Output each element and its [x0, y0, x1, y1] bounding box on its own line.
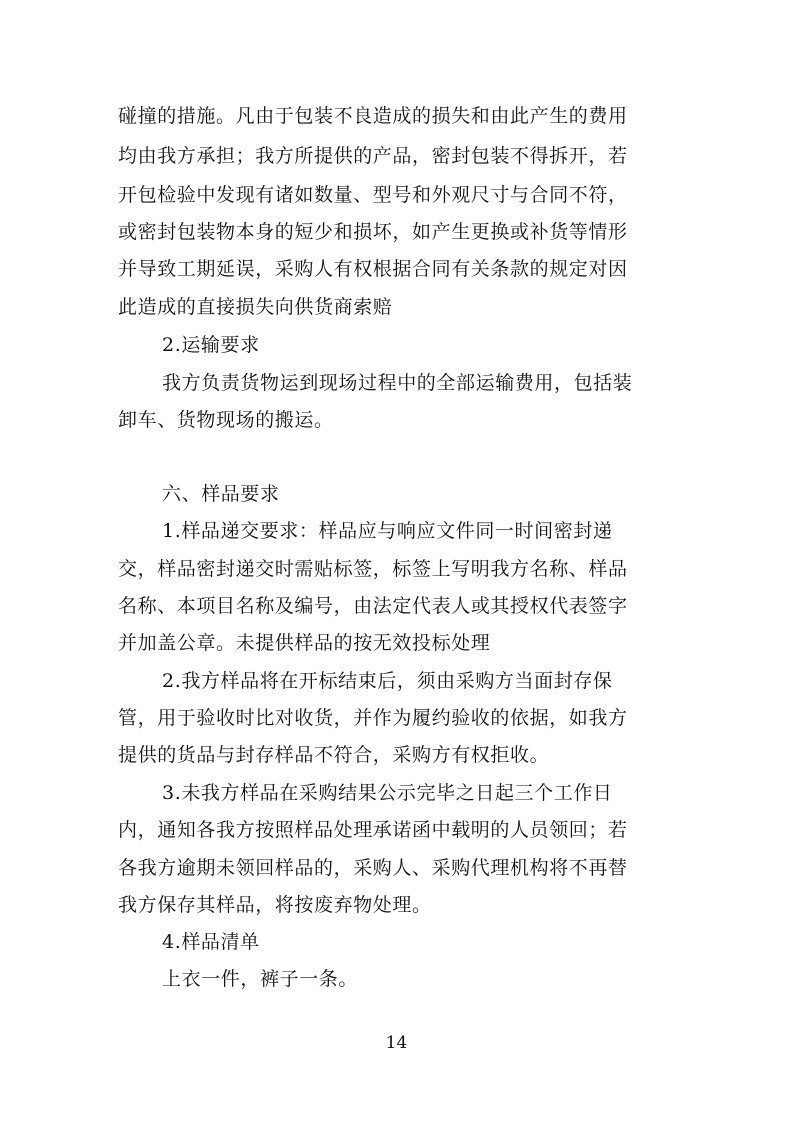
body-text-line: 交，样品密封递交时需贴标签，标签上写明我方名称、样品	[118, 558, 628, 580]
body-text-line: 2.我方样品将在开标结束后，须由采购方当面封存保	[162, 670, 613, 692]
body-text-line: 均由我方承担；我方所提供的产品，密封包装不得拆开，若	[118, 145, 628, 167]
body-text-line: 碰撞的措施。凡由于包装不良造成的损失和由此产生的费用	[118, 105, 628, 127]
section-heading-sample-requirements: 六、样品要求	[162, 483, 280, 505]
body-text-line: 此造成的直接损失向供货商索赔	[118, 296, 393, 318]
body-text-line: 我方负责货物运到现场过程中的全部运输费用，包括装	[162, 372, 633, 394]
body-text-line: 提供的货品与封存样品不符合，采购方有权拒收。	[118, 744, 550, 766]
body-text-line: 名称、本项目名称及编号，由法定代表人或其授权代表签字	[118, 595, 628, 617]
body-text-line: 1.样品递交要求：样品应与响应文件同一时间密封递	[162, 520, 613, 542]
body-text-line: 并加盖公章。未提供样品的按无效投标处理	[118, 632, 491, 654]
body-text-line: 管，用于验收时比对收货，并作为履约验收的依据，如我方	[118, 707, 628, 729]
subsection-heading-sample-list: 4.样品清单	[162, 931, 260, 953]
body-text-line: 内，通知各我方按照样品处理承诺函中载明的人员领回；若	[118, 819, 628, 841]
body-text-line: 我方保存其样品，将按废弃物处理。	[118, 894, 432, 916]
body-text-line: 卸车、货物现场的搬运。	[118, 409, 334, 431]
body-text-line: 3.未我方样品在采购结果公示完毕之日起三个工作日	[162, 782, 613, 804]
body-text-line: 开包检验中发现有诸如数量、型号和外观尺寸与合同不符，	[118, 184, 628, 206]
body-text-line: 上衣一件，裤子一条。	[162, 968, 359, 990]
subsection-heading-transport: 2.运输要求	[162, 334, 260, 356]
body-text-line: 各我方逾期未领回样品的，采购人、采购代理机构将不再替	[118, 857, 628, 879]
body-text-line: 并导致工期延误，采购人有权根据合同有关条款的规定对因	[118, 258, 628, 280]
body-text-line: 或密封包装物本身的短少和损坏，如产生更换或补货等情形	[118, 221, 628, 243]
page-number: 14	[385, 1033, 408, 1053]
